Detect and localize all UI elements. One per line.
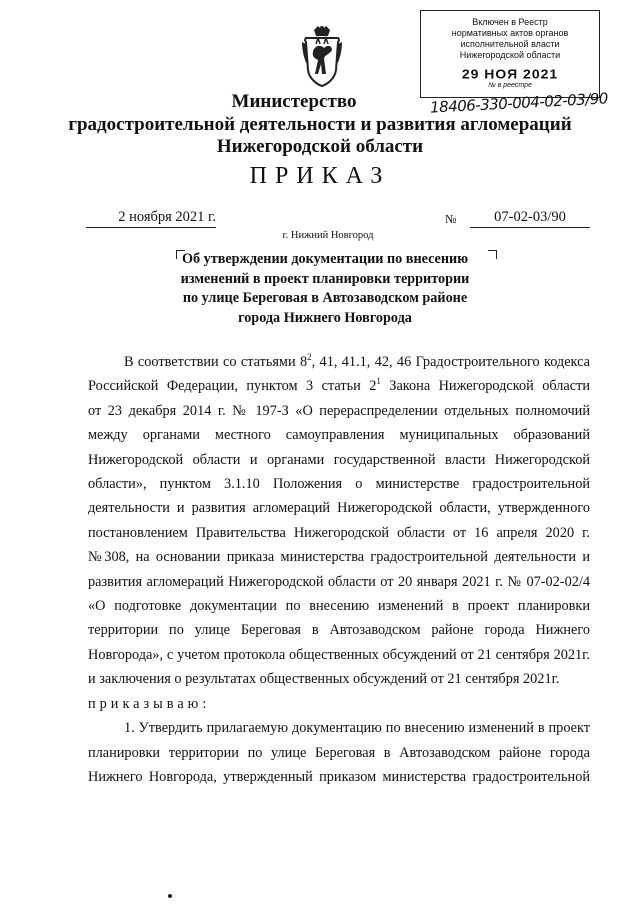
document-type-title: ПРИКАЗ <box>249 163 391 189</box>
stamp-line-3: исполнительной власти <box>460 39 560 49</box>
superscript: 2 <box>307 352 312 363</box>
order-subject <box>160 250 490 328</box>
registry-stamp <box>420 10 600 98</box>
order-number: 07-02-03/90 <box>470 209 590 228</box>
registry-number-handwritten: 18406-330-004-02-03/90 <box>429 89 609 117</box>
body-line <box>88 350 590 374</box>
ministry-title-line-3: Нижегородской области <box>216 136 424 157</box>
body-line: Новгорода», с учетом протокола общественных обсуждений от 21 сентября 2021г. <box>88 646 590 663</box>
body-line: развития агломераций Нижегородской области от 20 января 2021 г. № 07-02-02/4 <box>88 573 590 590</box>
body-text-fragment: , 41, 41.1, 42, 46 Градостроительного кодекса <box>311 354 591 370</box>
order-word: приказываю: <box>88 695 211 712</box>
number-sign: № <box>445 212 457 226</box>
ministry-title-line-2: градостроительной деятельности и развития агломераций <box>68 114 572 135</box>
body-line: между органами местного самоуправления муниципальных образований <box>88 427 590 444</box>
superscript: 1 <box>376 376 381 387</box>
body-text-fragment: Российской Федерации, пунктом 3 статьи 2 <box>88 378 377 395</box>
body-line: «О подготовке документации по внесению изменений в проект планировки <box>88 598 590 615</box>
body-line: деятельности и развития агломераций Нижегородской области, утвержденного <box>88 500 590 517</box>
subject-line-1: Об утверждении документации по внесению <box>181 251 469 267</box>
stamp-reg-label: № в реестре <box>488 82 532 89</box>
body-line: и заключения о результатах общественных обсуждений от 21 сентября 2021г. <box>88 671 560 688</box>
city-line: г. Нижний Новгород <box>282 230 374 241</box>
body-text-fragment: Закона Нижегородской области <box>380 378 591 395</box>
order-body <box>88 350 590 789</box>
coat-of-arms-icon <box>300 24 344 88</box>
body-line: Нижнего Новгорода, утвержденный приказом министерства градостроительной <box>88 768 590 785</box>
body-line: 1. Утвердить прилагаемую документацию по внесению изменений в проект <box>124 720 590 737</box>
body-line: территории по улице Береговая в Автозаводском районе города Нижнего <box>88 622 590 639</box>
subject-line-3: по улице Береговая в Автозаводском районе <box>182 290 468 306</box>
body-line: постановлением Правительства Нижегородской области от 16 апреля 2020 г. <box>88 524 590 541</box>
body-line: планировки территории по улице Береговая в Автозаводском районе города <box>88 744 590 761</box>
stamp-line-1: Включен в Реестр <box>472 17 548 27</box>
page-dot <box>168 894 172 898</box>
ministry-title-line-1: Министерство <box>231 91 357 112</box>
body-text-fragment: В соответствии со статьями 8 <box>124 354 308 370</box>
stamp-line-2: нормативных актов органов <box>451 28 569 38</box>
order-date: 2 ноября 2021 г. <box>86 209 216 228</box>
subject-line-4: города Нижнего Новгорода <box>238 309 412 326</box>
body-line: области», пунктом 3.1.10 Положения о министерстве градостроительной <box>88 476 590 493</box>
body-line: Нижегородской области и органами государственной власти Нижегородской <box>88 451 590 468</box>
body-line: от 23 декабря 2014 г. № 197-З «О перераспределении отдельных полномочий <box>88 402 590 419</box>
stamp-date: 29 НОЯ 2021 <box>461 66 559 82</box>
stamp-line-4: Нижегородской области <box>459 50 561 60</box>
subject-line-2: изменений в проект планировки территории <box>180 270 470 287</box>
body-line: №308, на основании приказа министерства градостроительной деятельности и <box>88 549 590 566</box>
body-line <box>88 374 590 398</box>
